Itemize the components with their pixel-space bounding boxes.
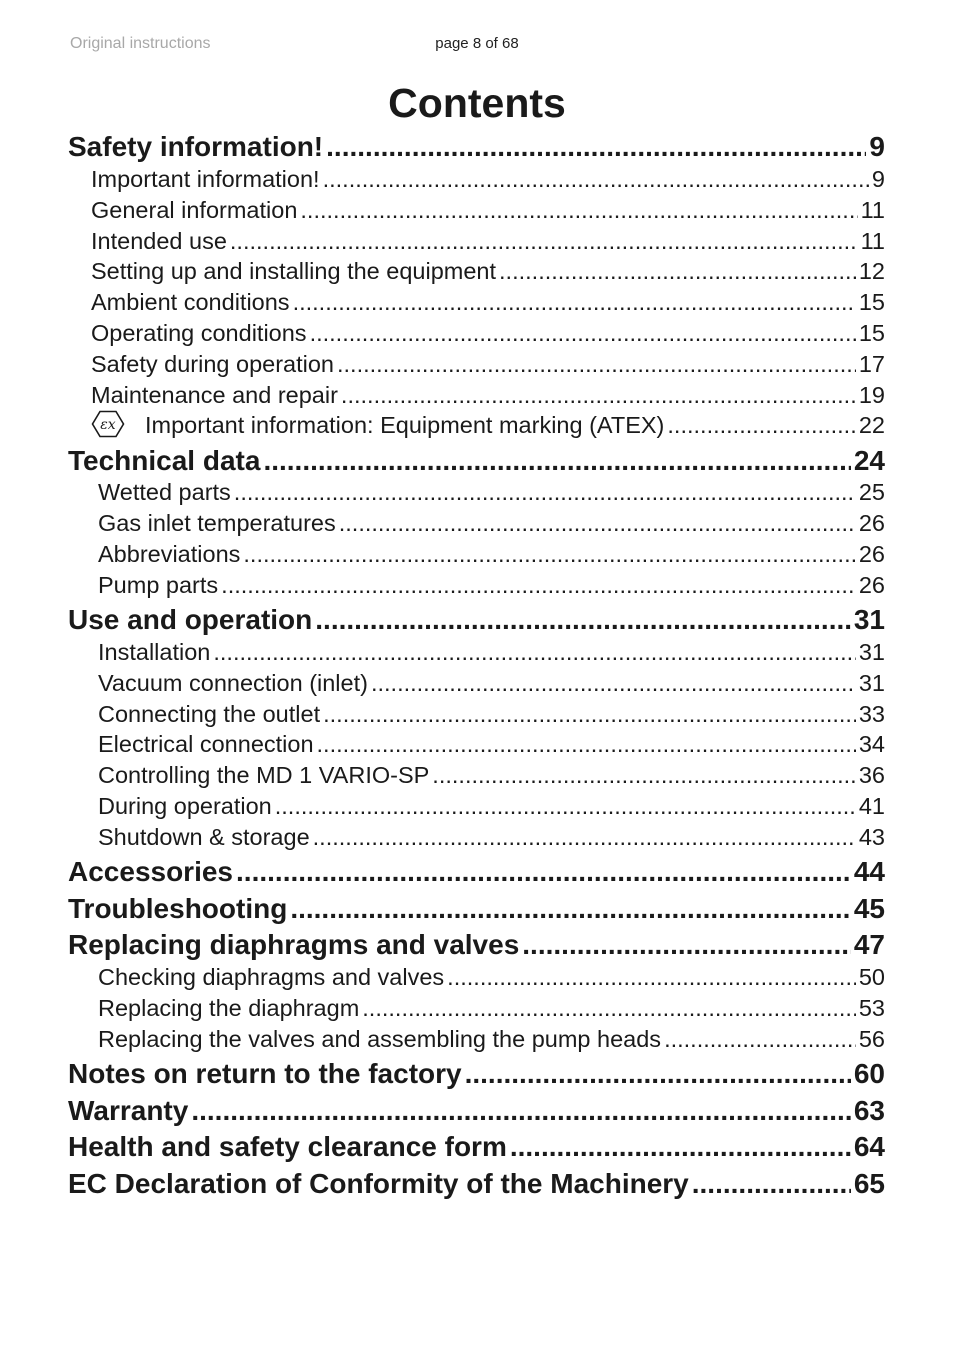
toc-entry-label: Replacing diaphragms and valves xyxy=(68,929,520,960)
toc-chapter-entry[interactable] xyxy=(68,854,885,890)
toc-entry-label: Health and safety clearance form xyxy=(68,1131,507,1162)
toc-entry-title xyxy=(98,760,429,791)
toc-page-number: 33 xyxy=(858,701,885,727)
page-indicator: page 8 of 68 xyxy=(435,35,519,52)
toc-chapter-entry[interactable] xyxy=(68,1093,885,1129)
toc-page-number: 26 xyxy=(858,541,885,567)
toc-entry-title xyxy=(68,1056,462,1092)
toc-entry-label: Notes on return to the factory xyxy=(68,1058,462,1089)
toc-section-entry[interactable] xyxy=(91,226,885,257)
toc-entry-title xyxy=(98,508,336,539)
toc-section-entry[interactable] xyxy=(91,410,885,441)
toc-dot-leader xyxy=(447,962,856,993)
toc-section-entry[interactable] xyxy=(98,477,885,508)
toc-page-number: 11 xyxy=(860,197,885,223)
toc-entry-label: Vacuum connection (inlet) xyxy=(98,670,368,696)
toc-entry-title xyxy=(68,1129,507,1165)
toc-page-number: 15 xyxy=(858,289,885,315)
toc-dot-leader xyxy=(243,539,855,570)
toc-page-number: 63 xyxy=(853,1095,885,1126)
toc-section-entry[interactable] xyxy=(98,508,885,539)
toc-page-number: 34 xyxy=(858,731,885,757)
toc-page-number: 11 xyxy=(860,228,885,254)
toc-entry-title xyxy=(91,349,334,380)
toc-page-number: 17 xyxy=(858,351,885,377)
toc-dot-leader xyxy=(236,854,851,890)
toc-entry-title xyxy=(98,1024,661,1055)
toc-page-number: 50 xyxy=(858,964,885,990)
toc-page-number: 44 xyxy=(853,856,885,887)
toc-dot-leader xyxy=(230,226,858,257)
toc-dot-leader xyxy=(191,1093,851,1129)
toc-page-number: 15 xyxy=(858,320,885,346)
toc-section-entry[interactable] xyxy=(98,822,885,853)
toc-entry-label: Wetted parts xyxy=(98,479,231,505)
toc-section-entry[interactable] xyxy=(91,380,885,411)
toc-dot-leader xyxy=(323,699,856,730)
toc-section-entry[interactable] xyxy=(98,760,885,791)
toc-entry-label: Shutdown & storage xyxy=(98,824,310,850)
toc-entry-title xyxy=(91,410,664,441)
toc-entry-title xyxy=(98,729,314,760)
toc-chapter-entry[interactable] xyxy=(68,443,885,479)
toc-page-number: 12 xyxy=(858,258,885,284)
toc-entry-title xyxy=(98,477,231,508)
toc-entry-label: Technical data xyxy=(68,445,261,476)
toc-section-entry[interactable] xyxy=(91,287,885,318)
toc-section-entry[interactable] xyxy=(91,256,885,287)
toc-dot-leader xyxy=(667,410,855,441)
toc-page-number: 26 xyxy=(858,572,885,598)
toc-section-entry[interactable] xyxy=(91,164,885,195)
toc-dot-leader xyxy=(371,668,856,699)
toc-dot-leader xyxy=(326,129,866,165)
toc-page-number: 43 xyxy=(858,824,885,850)
ex-hexagon-icon xyxy=(91,410,125,438)
toc-entry-label: Replacing the valves and assembling the pump heads xyxy=(98,1026,662,1052)
toc-chapter-entry[interactable] xyxy=(68,891,885,927)
toc-dot-leader xyxy=(275,791,856,822)
toc-page-number: 24 xyxy=(853,445,885,476)
toc-chapter-entry[interactable] xyxy=(68,602,885,638)
toc-dot-leader xyxy=(323,164,869,195)
toc-entry-label: Maintenance and repair xyxy=(91,382,338,408)
header-original-instructions: Original instructions xyxy=(70,35,211,52)
toc-entry-label: Ambient conditions xyxy=(91,289,290,315)
toc-entry-title xyxy=(68,129,323,165)
toc-dot-leader xyxy=(213,637,856,668)
toc-entry-title xyxy=(98,539,240,570)
toc-entry-label: Warranty xyxy=(68,1095,189,1126)
toc-entry-title xyxy=(98,822,310,853)
toc-section-entry[interactable] xyxy=(98,962,885,993)
toc-page-number: 53 xyxy=(858,995,885,1021)
toc-page-number: 47 xyxy=(853,929,885,960)
toc-dot-leader xyxy=(313,822,856,853)
toc-entry-label: Abbreviations xyxy=(98,541,241,567)
toc-entry-label: Checking diaphragms and valves xyxy=(98,964,445,990)
toc-entry-title xyxy=(68,927,519,963)
toc-dot-leader xyxy=(339,508,856,539)
toc-chapter-entry[interactable] xyxy=(68,927,885,963)
toc-page-number: 31 xyxy=(858,639,885,665)
toc-dot-leader xyxy=(293,287,856,318)
toc-entry-label: Pump parts xyxy=(98,572,219,598)
toc-entry-title xyxy=(91,380,338,411)
toc-dot-leader xyxy=(317,729,856,760)
toc-dot-leader xyxy=(432,760,856,791)
toc-dot-leader xyxy=(341,380,856,411)
toc-entry-label: During operation xyxy=(98,793,272,819)
toc-page-number: 65 xyxy=(853,1168,885,1199)
toc-section-entry[interactable] xyxy=(98,791,885,822)
toc-section-entry[interactable] xyxy=(91,349,885,380)
toc-dot-leader xyxy=(290,891,851,927)
toc-entry-label: Intended use xyxy=(91,228,227,254)
toc-entry-label: EC Declaration of Conformity of the Machinery xyxy=(68,1168,689,1199)
toc-entry-label: Connecting the outlet xyxy=(98,701,321,727)
toc-entry-title xyxy=(91,287,290,318)
toc-entry-label: Operating conditions xyxy=(91,320,307,346)
toc-dot-leader xyxy=(522,927,851,963)
page-title: Contents xyxy=(388,80,566,126)
toc-entry-title xyxy=(68,443,260,479)
toc-entry-label: Troubleshooting xyxy=(68,893,288,924)
toc-page-number: 9 xyxy=(869,131,885,162)
toc-entry-title xyxy=(68,602,312,638)
toc-entry-title xyxy=(68,1166,689,1202)
toc-page-number: 19 xyxy=(858,382,885,408)
toc-entry-label: General information xyxy=(91,197,298,223)
toc-section-entry[interactable] xyxy=(91,318,885,349)
toc-section-entry[interactable] xyxy=(98,668,885,699)
toc-entry-title xyxy=(98,570,218,601)
toc-entry-label: Electrical connection xyxy=(98,731,314,757)
toc-entry-label: Controlling the MD 1 VARIO-SP xyxy=(98,762,430,788)
toc-entry-title xyxy=(68,1093,188,1129)
toc-entry-label: Use and operation xyxy=(68,604,313,635)
toc-section-entry[interactable] xyxy=(98,1024,885,1055)
toc-entry-title xyxy=(91,318,307,349)
toc-entry-label: Accessories xyxy=(68,856,234,887)
toc-entry-title xyxy=(68,891,287,927)
toc-dot-leader xyxy=(510,1129,851,1165)
toc-page-number: 45 xyxy=(853,893,885,924)
toc-entry-label: Important information: Equipment marking (ATEX) xyxy=(145,412,665,438)
toc-entry-title xyxy=(68,854,233,890)
toc-dot-leader xyxy=(664,1024,856,1055)
toc-page-number: 25 xyxy=(858,479,885,505)
toc-entry-title xyxy=(98,962,444,993)
toc-entry-title xyxy=(91,164,320,195)
toc-chapter-entry[interactable] xyxy=(68,129,885,165)
toc-entry-label: Important information! xyxy=(91,166,320,192)
toc-section-entry[interactable] xyxy=(98,993,885,1024)
toc-entry-title xyxy=(98,668,368,699)
svg-text:εx: εx xyxy=(100,416,116,433)
toc-section-entry[interactable] xyxy=(98,570,885,601)
toc-dot-leader xyxy=(310,318,856,349)
toc-section-entry[interactable] xyxy=(98,729,885,760)
toc-chapter-entry[interactable] xyxy=(68,1056,885,1092)
toc-section-entry[interactable] xyxy=(91,195,885,226)
toc-dot-leader xyxy=(234,477,856,508)
toc-section-entry[interactable] xyxy=(98,699,885,730)
toc-entry-title xyxy=(91,226,227,257)
toc-entry-label: Gas inlet temperatures xyxy=(98,510,336,536)
toc-entry-label: Setting up and installing the equipment xyxy=(91,258,497,284)
toc-entry-label: Installation xyxy=(98,639,211,665)
toc-dot-leader xyxy=(465,1056,851,1092)
toc-entry-label: Safety during operation xyxy=(91,351,334,377)
toc-entry-label: Replacing the diaphragm xyxy=(98,995,360,1021)
toc-page-number: 9 xyxy=(871,166,885,192)
toc-dot-leader xyxy=(692,1166,851,1202)
toc-dot-leader xyxy=(221,570,856,601)
toc-entry-label: Safety information! xyxy=(68,131,324,162)
toc-entry-title xyxy=(91,256,496,287)
toc-dot-leader xyxy=(337,349,856,380)
toc-section-entry[interactable] xyxy=(98,637,885,668)
toc-page-number: 36 xyxy=(858,762,885,788)
toc-chapter-entry[interactable] xyxy=(68,1166,885,1202)
toc-entry-title xyxy=(91,195,297,226)
toc-page-number: 22 xyxy=(858,412,885,438)
toc-entry-title xyxy=(98,637,210,668)
toc-dot-leader xyxy=(499,256,856,287)
toc-page-number: 31 xyxy=(858,670,885,696)
toc-dot-leader xyxy=(362,993,856,1024)
toc-page-number: 26 xyxy=(858,510,885,536)
toc-entry-title xyxy=(98,993,359,1024)
toc-dot-leader xyxy=(315,602,851,638)
toc-section-entry[interactable] xyxy=(98,539,885,570)
toc-page-number: 41 xyxy=(858,793,885,819)
toc-chapter-entry[interactable] xyxy=(68,1129,885,1165)
toc-page-number: 56 xyxy=(858,1026,885,1052)
toc-page-number: 64 xyxy=(853,1131,885,1162)
toc-page-number: 60 xyxy=(853,1058,885,1089)
toc-dot-leader xyxy=(300,195,857,226)
toc-entry-title xyxy=(98,791,272,822)
toc-dot-leader xyxy=(263,443,850,479)
toc-page-number: 31 xyxy=(853,604,885,635)
toc-entry-title xyxy=(98,699,320,730)
